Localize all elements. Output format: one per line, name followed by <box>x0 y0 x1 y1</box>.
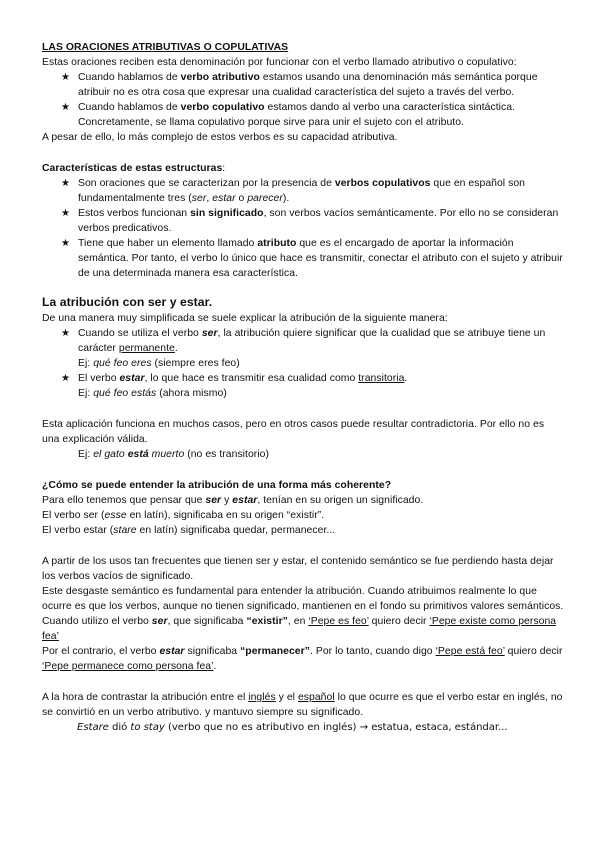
example-line: Ej: el gato está muerto (no es transitorio) <box>78 449 270 460</box>
bullet-list <box>42 176 564 281</box>
section-heading: ¿Cómo se puede entender la atribución de una forma más coherente? <box>42 480 392 491</box>
paragraph: Cuando utilizo el verbo ser, que significaba “existir”, en ‘Pepe es feo’ quiero decir ‘Pepe existe como persona fea’ <box>42 616 557 642</box>
list-item: ★ Cuando se utiliza el verbo ser, la atribución quiere significar que la cualidad que se atribuye tiene un carácter permanente. <box>78 326 564 356</box>
list-item: ★ Son oraciones que se caracterizan por la presencia de verbos copulativos que en español son fundamentalmente tres (ser, estar o parecer). <box>78 176 564 206</box>
section-heading: Características de estas estructuras: <box>42 163 226 174</box>
section-title: LAS ORACIONES ATRIBUTIVAS O COPULATIVAS <box>42 42 289 53</box>
paragraph: Este desgaste semántico es fundamental para entender la atribución. Cuando atribuimos realmente lo que ocurre es que los verbos, aunque no tienen significado, mantienen en el fondo su primitivos valores semánticos. <box>42 586 564 612</box>
list-item: ★ El verbo estar, lo que hace es transmitir esa cualidad como transitoria. <box>78 371 564 386</box>
paragraph: A la hora de contrastar la atribución entre el inglés y el español lo que ocurre es que el verbo estar en inglés, no se convirtió en un verbo atributivo. y mantuvo siempre su significado. <box>42 692 563 718</box>
intro-paragraph: Estas oraciones reciben esta denominación por funcionar con el verbo llamado atributivo o copulativo: <box>42 57 517 68</box>
closing-paragraph: A pesar de ello, lo más complejo de estos verbos es su capacidad atributiva. <box>42 132 398 143</box>
list-item: ★ Cuando hablamos de verbo copulativo estamos dando al verbo una característica sintáctica. Concretamente, se llama copulativo porque sirve para unir el sujeto con el atributo. <box>78 100 564 130</box>
bullet-list <box>42 371 564 386</box>
paragraph: A partir de los usos tan frecuentes que tienen ser y estar, el contenido semántico se fue perdiendo hasta dejar los verbos vacíos de significado. <box>42 556 554 582</box>
example-line: Ej: qué feo eres (siempre eres feo) <box>78 358 240 369</box>
paragraph: Para ello tenemos que pensar que ser y estar, tenían en su origen un significado. <box>42 495 424 506</box>
paragraph: El verbo estar (stare en latín) significaba quedar, permanecer... <box>42 525 336 536</box>
bullet-list <box>42 70 564 130</box>
paragraph: Por el contrario, el verbo estar significaba “permanecer”. Por lo tanto, cuando digo ‘Pepe está feo’ quiero decir ‘Pepe permanece como persona fea’. <box>42 646 563 672</box>
document-page <box>42 40 564 735</box>
example-line: Estare dió to stay (verbo que no es atributivo en inglés) → estatua, estaca, estándar... <box>77 722 508 733</box>
list-item: ★ Tiene que haber un elemento llamado atributo que es el encargado de aportar la información semántica. Por tanto, el verbo lo único que hace es transmitir, conectar el atributo con el sujeto y atribuir de una determinada manera esa característica. <box>78 236 564 281</box>
intro-paragraph: De una manera muy simplificada se suele explicar la atribución de la siguiente manera: <box>42 313 448 324</box>
right-arrow-icon: → <box>359 722 369 733</box>
list-item: ★ Cuando hablamos de verbo atributivo estamos usando una denominación más semántica porque atribuir no es otra cosa que expresar una cualidad característica del sujeto a través del verbo. <box>78 70 564 100</box>
example-line: Ej: qué feo estás (ahora mismo) <box>78 388 227 399</box>
section-heading: La atribución con ser y estar. <box>42 295 213 309</box>
bullet-list <box>42 326 564 356</box>
list-item: ★ Estos verbos funcionan sin significado, son verbos vacíos semánticamente. Por ello no se consideran verbos predicativos. <box>78 206 564 236</box>
paragraph: El verbo ser (esse en latín), significaba en su origen “existir”. <box>42 510 325 521</box>
paragraph: Esta aplicación funciona en muchos casos, pero en otros casos puede resultar contradictoria. Por ello no es una explicación válida. <box>42 419 545 445</box>
